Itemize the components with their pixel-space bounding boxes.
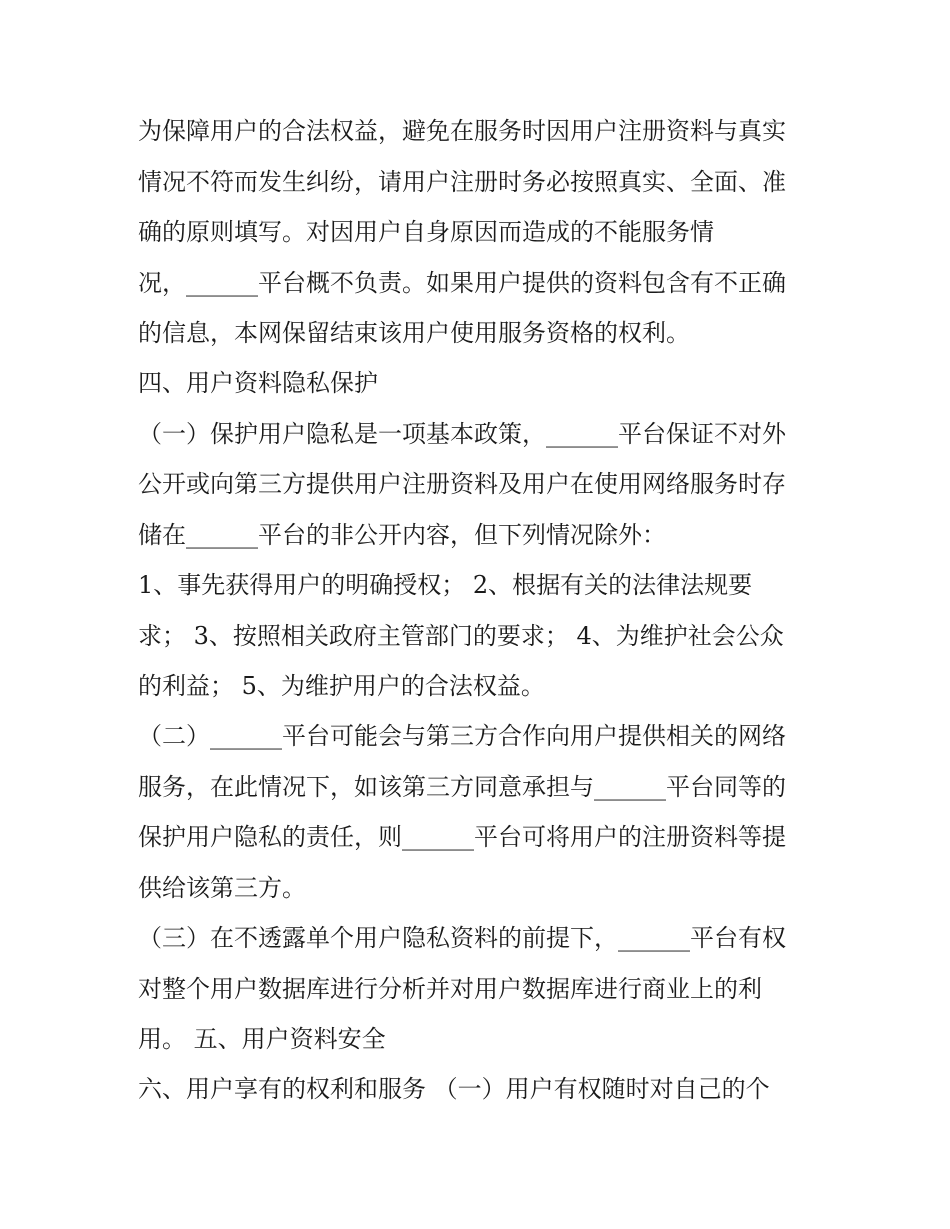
text-line: 为保障用户的合法权益，避免在服务时因用户注册资料与真实	[138, 117, 786, 145]
text-line: 服务，在此情况下，如该第三方同意承担与______平台同等的	[138, 773, 786, 801]
text-line: 对整个用户数据库进行分析并对用户数据库进行商业上的利	[138, 975, 762, 1003]
text-line: 保护用户隐私的责任，则______平台可将用户的注册资料等提	[138, 823, 786, 851]
text-line: 公开或向第三方提供用户注册资料及用户在使用网络服务时存	[138, 470, 786, 498]
text-line: （三）在不透露单个用户隐私资料的前提下，______平台有权	[138, 924, 786, 952]
text-line: 确的原则填写。对因用户自身原因而造成的不能服务情	[138, 218, 714, 246]
text-line: 储在______平台的非公开内容，但下列情况除外：	[138, 521, 666, 549]
text-line: （一）保护用户隐私是一项基本政策，______平台保证不对外	[138, 420, 786, 448]
text-line: 供给该第三方。	[138, 874, 306, 902]
text-line: 情况不符而发生纠纷，请用户注册时务必按照真实、全面、准	[138, 168, 786, 196]
text-line: 的信息，本网保留结束该用户使用服务资格的权利。	[138, 319, 690, 347]
text-line: 求； 3、按照相关政府主管部门的要求； 4、为维护社会公众	[138, 622, 784, 650]
text-line: 况，______平台概不负责。如果用户提供的资料包含有不正确	[138, 269, 786, 297]
text-line: 用。 五、用户资料安全	[138, 1025, 386, 1053]
text-line: 六、用户享有的权利和服务 （一）用户有权随时对自己的个	[138, 1075, 770, 1103]
text-line: （二）______平台可能会与第三方合作向用户提供相关的网络	[138, 722, 786, 750]
text-line: 的利益； 5、为维护用户的合法权益。	[138, 672, 545, 700]
text-line: 1、事先获得用户的明确授权； 2、根据有关的法律法规要	[138, 571, 753, 599]
section-heading: 四、用户资料隐私保护	[138, 369, 378, 397]
